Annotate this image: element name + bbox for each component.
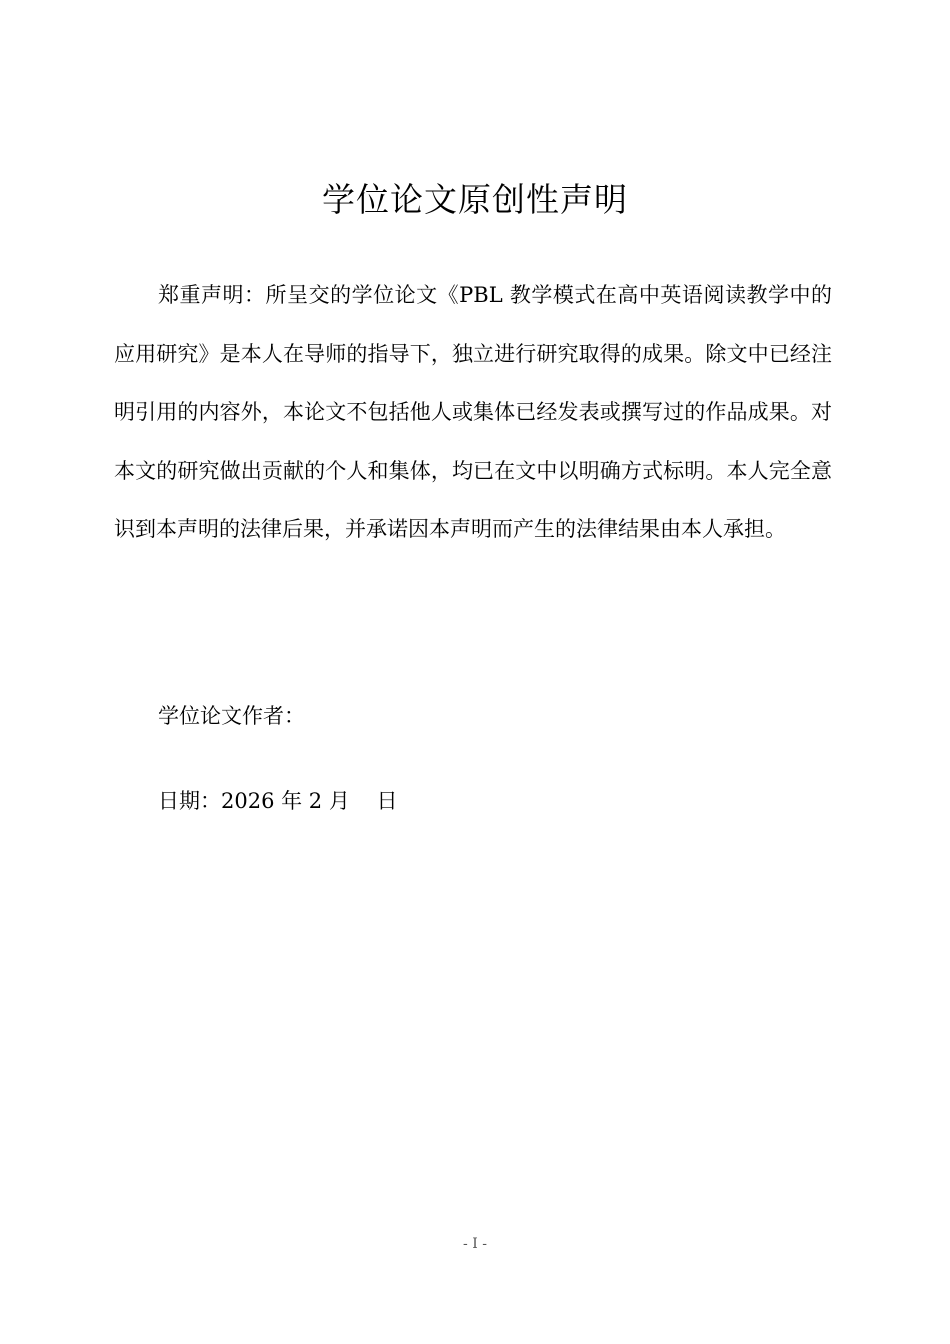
date-line: 日期：2026 年 2 月 日 bbox=[158, 789, 398, 813]
page-title: 学位论文原创性声明 bbox=[322, 180, 628, 219]
author-signature-line: 学位论文作者： bbox=[158, 704, 305, 728]
declaration-statement: 郑重声明：所呈交的学位论文《PBL 教学模式在高中英语阅读教学中的应用研究》是本人在导师的指导下，独立进行研究取得的成果。除文中已经注明引用的内容外，本论文不包括他人或集体已经发表或撰写过的作品成果。对本文的研究做出贡献的个人和集体，均已在文中以明确方式标明。本人完全意识到本声明的法律后果，并承诺因本声明而产生的法律结果由本人承担。 bbox=[114, 283, 832, 541]
page-number: - I - bbox=[463, 1236, 487, 1252]
